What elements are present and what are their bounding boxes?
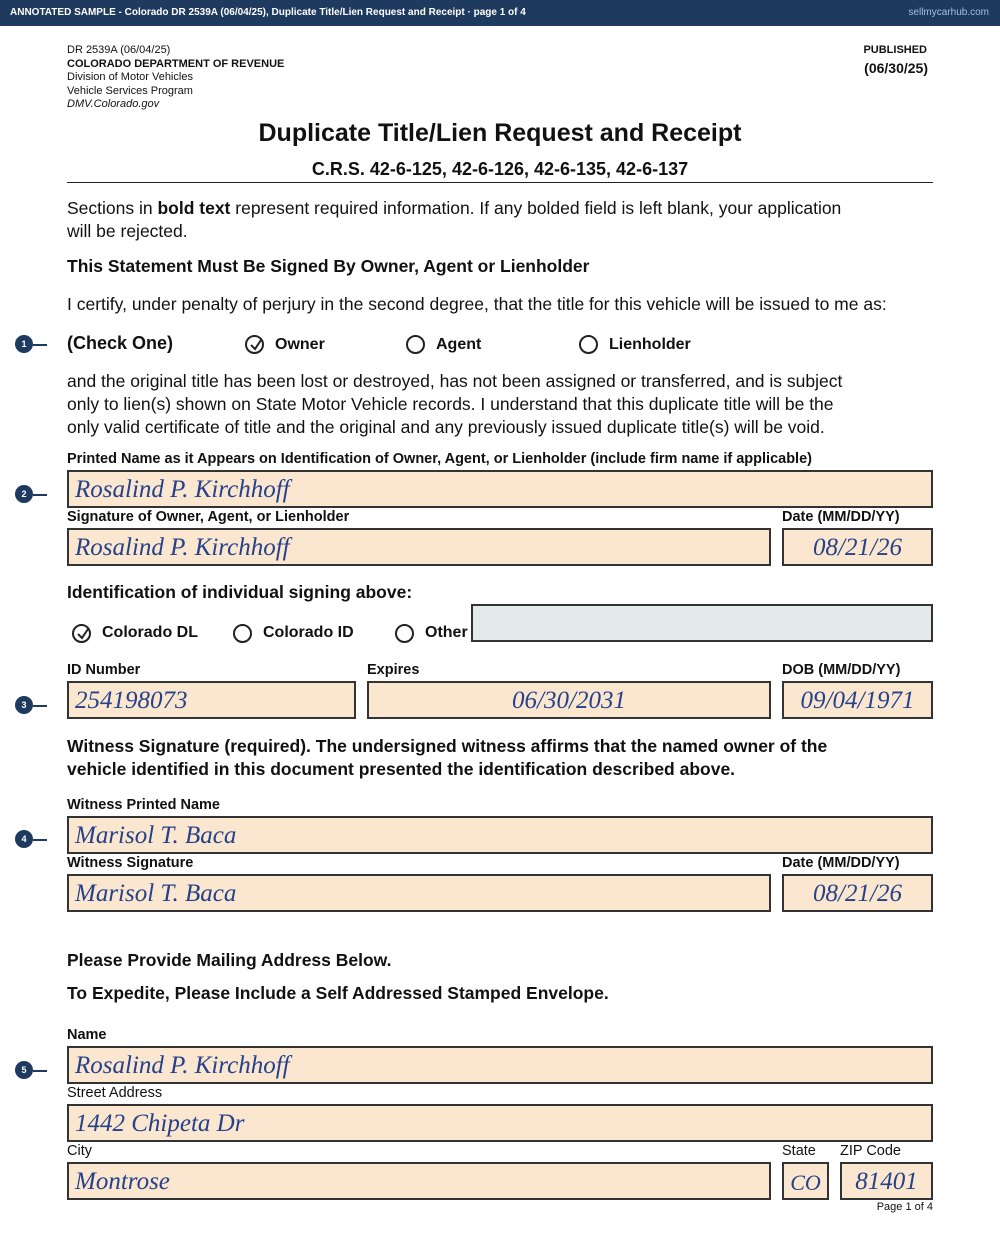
header-divider <box>67 182 933 183</box>
radio-agent[interactable] <box>406 335 425 354</box>
option-other-label: Other <box>425 624 468 641</box>
expires-label: Expires <box>367 662 420 678</box>
annotation-marker-line <box>33 494 47 496</box>
expires-value: 06/30/2031 <box>512 687 626 714</box>
annotation-marker-line <box>33 1070 47 1072</box>
banner-site-link[interactable]: sellmycarhub.com <box>908 7 989 18</box>
option-lienholder-label: Lienholder <box>609 336 691 353</box>
printed-name-value: Rosalind P. Kirchhoff <box>75 476 290 503</box>
lost-statement-line-3: only valid certificate of title and the original and any previously issued duplicate title(s) will be void. <box>67 417 825 437</box>
witness-statement-line-2: vehicle identified in this document presented the identification described above. <box>67 759 736 779</box>
street-address-field[interactable] <box>67 1104 933 1142</box>
witness-signature-label: Witness Signature <box>67 855 194 871</box>
id-number-label: ID Number <box>67 662 141 678</box>
option-colorado-dl-label: Colorado DL <box>102 624 198 641</box>
witness-date-label: Date (MM/DD/YY) <box>782 855 900 871</box>
form-title: Duplicate Title/Lien Request and Receipt <box>258 119 742 147</box>
signature-date-value: 08/21/26 <box>813 534 902 561</box>
annotation-marker-4: 4 <box>15 830 33 848</box>
check-one-label: (Check One) <box>67 333 174 353</box>
street-address-value: 1442 Chipeta Dr <box>75 1110 245 1137</box>
witness-printed-name-value: Marisol T. Baca <box>75 822 237 849</box>
checkmark-icon <box>249 338 263 352</box>
option-agent-label: Agent <box>436 336 482 353</box>
mailing-name-value: Rosalind P. Kirchhoff <box>75 1052 290 1079</box>
mailing-heading: Please Provide Mailing Address Below. <box>67 950 392 970</box>
dob-field[interactable] <box>782 681 933 719</box>
annotation-marker-5: 5 <box>15 1061 33 1079</box>
radio-colorado-dl[interactable] <box>72 624 91 643</box>
mailing-name-label: Name <box>67 1027 107 1043</box>
certify-statement: I certify, under penalty of perjury in the second degree, that the title for this vehicle will be issued to me as: <box>67 294 887 314</box>
state-value: CO <box>790 1170 821 1195</box>
mailing-name-field[interactable] <box>67 1046 933 1084</box>
option-owner-label: Owner <box>275 336 325 353</box>
witness-signature-field[interactable] <box>67 874 771 912</box>
zip-code-field[interactable] <box>840 1162 933 1200</box>
city-label: City <box>67 1143 92 1159</box>
statute-references: C.R.S. 42-6-125, 42-6-126, 42-6-135, 42-6-137 <box>311 159 689 179</box>
annotation-marker-1: 1 <box>15 335 33 353</box>
signature-date-field[interactable] <box>782 528 933 566</box>
printed-name-label: Printed Name as it Appears on Identification of Owner, Agent, or Lienholder (include firm name if applicable) <box>67 451 812 467</box>
expedite-heading: To Expedite, Please Include a Self Addressed Stamped Envelope. <box>67 983 609 1003</box>
radio-lienholder[interactable] <box>579 335 598 354</box>
expires-field[interactable] <box>367 681 771 719</box>
lost-statement-line-2: only to lien(s) shown on State Motor Vehicle records. I understand that this duplicate title will be the <box>67 394 834 414</box>
annotation-marker-line <box>33 705 47 707</box>
intro-line-1: Sections in bold text represent required information. If any bolded field is left blank, your application <box>67 198 842 218</box>
option-colorado-id-label: Colorado ID <box>263 624 354 641</box>
identification-heading: Identification of individual signing above: <box>67 582 413 602</box>
signature-date-label: Date (MM/DD/YY) <box>782 509 900 525</box>
published-date: (06/30/25) <box>864 60 928 76</box>
city-field[interactable] <box>67 1162 771 1200</box>
checkmark-icon <box>76 627 90 641</box>
state-field[interactable] <box>782 1162 829 1200</box>
id-number-field[interactable] <box>67 681 356 719</box>
signature-field[interactable] <box>67 528 771 566</box>
program-name: Vehicle Services Program <box>67 85 193 97</box>
intro-line-2: will be rejected. <box>67 221 188 241</box>
banner-title: ANNOTATED SAMPLE - Colorado DR 2539A (06/04/25), Duplicate Title/Lien Request and Receipt · page 1 of 4 <box>10 7 526 18</box>
witness-statement-line-1: Witness Signature (required). The undersigned witness affirms that the named owner of the <box>67 736 828 756</box>
dob-value: 09/04/1971 <box>800 687 915 714</box>
witness-date-value: 08/21/26 <box>813 880 902 907</box>
department-name: COLORADO DEPARTMENT OF REVENUE <box>67 58 285 70</box>
form-id: DR 2539A (06/04/25) <box>67 44 171 56</box>
city-value: Montrose <box>75 1168 170 1195</box>
street-address-label: Street Address <box>67 1085 163 1101</box>
division-name: Division of Motor Vehicles <box>67 71 193 83</box>
witness-signature-value: Marisol T. Baca <box>75 880 237 907</box>
radio-colorado-id[interactable] <box>233 624 252 643</box>
printed-name-field[interactable] <box>67 470 933 508</box>
zip-code-label: ZIP Code <box>840 1143 901 1159</box>
dob-label: DOB (MM/DD/YY) <box>782 662 901 678</box>
witness-printed-name-label: Witness Printed Name <box>67 797 220 813</box>
annotation-marker-2: 2 <box>15 485 33 503</box>
top-banner <box>0 0 1000 26</box>
witness-printed-name-field[interactable] <box>67 816 933 854</box>
zip-code-value: 81401 <box>855 1168 918 1195</box>
annotation-marker-3: 3 <box>15 696 33 714</box>
state-label: State <box>782 1143 816 1159</box>
signature-label: Signature of Owner, Agent, or Lienholder <box>67 509 350 525</box>
published-label: PUBLISHED <box>863 44 927 56</box>
signature-value: Rosalind P. Kirchhoff <box>75 534 290 561</box>
id-number-value: 254198073 <box>75 687 188 714</box>
radio-other[interactable] <box>395 624 414 643</box>
annotation-marker-line <box>33 839 47 841</box>
lost-statement-line-1: and the original title has been lost or destroyed, has not been assigned or transferred, and is subject <box>67 371 843 391</box>
annotation-marker-line <box>33 344 47 346</box>
statement-heading: This Statement Must Be Signed By Owner, Agent or Lienholder <box>67 256 590 276</box>
other-id-field[interactable] <box>471 604 933 642</box>
radio-owner[interactable] <box>245 335 264 354</box>
page-number: Page 1 of 4 <box>876 1201 933 1213</box>
witness-date-field[interactable] <box>782 874 933 912</box>
dmv-website: DMV.Colorado.gov <box>67 98 160 110</box>
